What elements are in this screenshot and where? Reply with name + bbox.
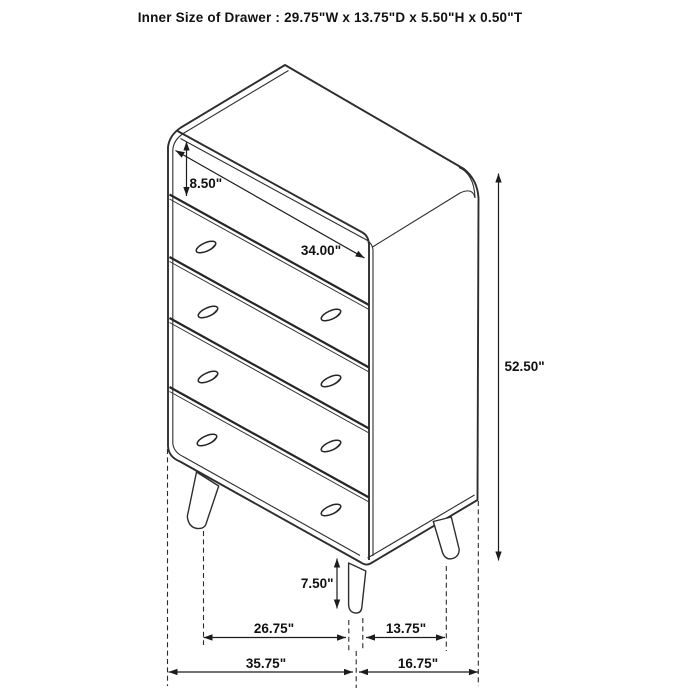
dimension-leg-height bbox=[301, 559, 337, 609]
right-rear-leg bbox=[433, 517, 459, 559]
dimension-label-52-50: 52.50" bbox=[504, 359, 545, 374]
drawer-handle-icon bbox=[195, 239, 218, 255]
drawer-handle-icon bbox=[197, 304, 220, 320]
dimension-label-13-75: 13.75" bbox=[385, 621, 427, 636]
drawer-handle-icon bbox=[320, 373, 343, 389]
dimension-label-35-75: 35.75" bbox=[245, 656, 287, 671]
dimension-overall-depth bbox=[359, 656, 478, 672]
drawer-handle-icon bbox=[320, 502, 343, 518]
drawer-handle-icon bbox=[320, 438, 343, 454]
drawer-handles bbox=[195, 239, 343, 518]
dimension-label-7-50: 7.50" bbox=[300, 576, 334, 591]
dimension-label-26-75: 26.75" bbox=[253, 621, 295, 636]
dimension-overall-width bbox=[169, 656, 354, 672]
drawer-handle-icon bbox=[196, 432, 219, 448]
center-front-leg bbox=[349, 563, 366, 613]
dimension-label-16-75: 16.75" bbox=[397, 656, 439, 671]
drawer-boundaries bbox=[170, 195, 370, 503]
drawer-handle-icon bbox=[197, 369, 220, 385]
dimension-top-drawer-height bbox=[187, 142, 223, 197]
dimension-top-width bbox=[176, 151, 365, 259]
dimension-overall-height bbox=[499, 174, 545, 561]
dimension-front-leg-span bbox=[204, 621, 347, 638]
drawer-handle-icon bbox=[320, 307, 343, 323]
drawer-boundary-3 bbox=[170, 318, 370, 429]
dimension-line-34-00 bbox=[176, 151, 365, 259]
dimension-label-8-50: 8.50" bbox=[189, 176, 223, 191]
side-top-edge bbox=[373, 191, 476, 247]
dimension-label-34-00: 34.00" bbox=[300, 243, 342, 258]
dimension-side-leg-span bbox=[366, 621, 445, 638]
diagram-title: Inner Size of Drawer : 29.75"W x 13.75"D x 5.50"H x 0.50"T bbox=[137, 10, 523, 25]
